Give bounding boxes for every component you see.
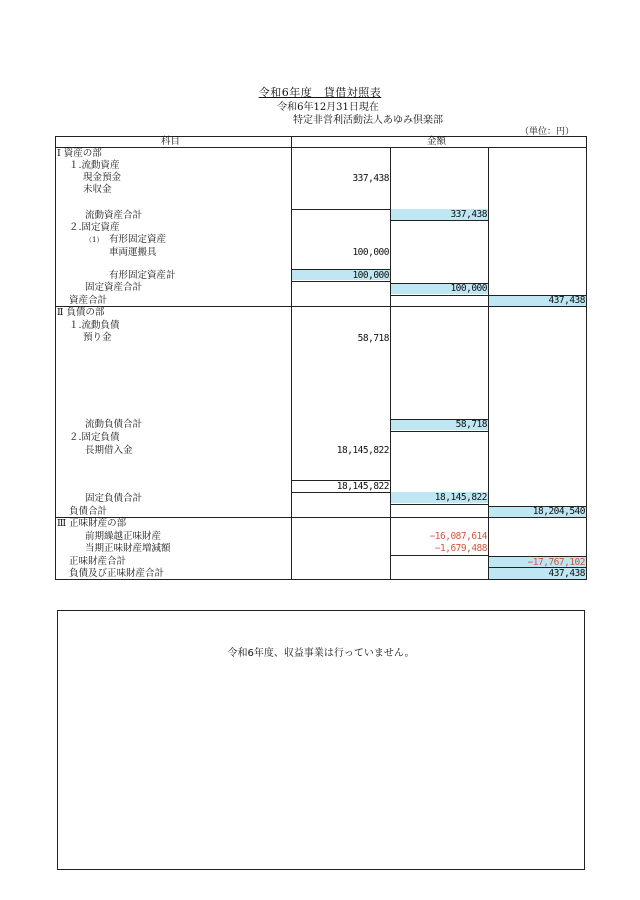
value-current-assets-total: 337,438	[450, 209, 487, 220]
value-liab-total: 18,204,540	[532, 506, 585, 517]
balance-sheet-table	[55, 136, 587, 580]
label-prev-equity: 前期繰越正味財産	[85, 531, 162, 542]
label-liab-total: 負債合計	[69, 506, 108, 517]
label-equity-change: 当期正味財産増減額	[85, 543, 171, 554]
value-prev-equity: −16,087,614	[429, 531, 487, 542]
value-cash: 337,438	[352, 173, 389, 184]
label-equity-head: Ⅲ 正味財産の部	[57, 518, 127, 529]
label-assets-total: 資産合計	[69, 295, 108, 306]
label-fixed-liab: ２.固定負債	[69, 432, 120, 443]
value-equity-total: −17,767,102	[527, 557, 585, 568]
note-box	[57, 610, 585, 870]
table-grid	[55, 136, 587, 580]
value-deposits: 58,718	[357, 333, 389, 344]
value-tangible-total: 100,000	[352, 270, 389, 281]
label-deposits: 預り金	[83, 332, 112, 343]
label-tangible-total: 有形固定資産計	[109, 270, 176, 281]
label-tangible: 有形固定資産	[109, 234, 167, 245]
unit-label: （単位：円）	[520, 127, 575, 137]
value-liab-equity-total: 437,438	[548, 568, 585, 579]
label-long-loans: 長期借入金	[85, 445, 133, 456]
label-fixed-assets-total: 固定資産合計	[85, 282, 143, 293]
value-current-liab-total: 58,718	[455, 419, 487, 430]
value-equity-change: −1,679,488	[434, 543, 487, 554]
label-current-liab-total: 流動負債合計	[85, 419, 143, 430]
label-liab-head: Ⅱ 負債の部	[57, 307, 105, 318]
col-header-amount: 金額	[427, 136, 447, 147]
document-title: 令和6年度 貸借対照表	[258, 86, 382, 99]
label-liab-equity-total: 負債及び正味財産合計	[69, 568, 165, 579]
as-of-date: 令和6年12月31日現在	[277, 102, 379, 113]
col-header-item: 科目	[161, 136, 181, 147]
value-long-loans: 18,145,822	[336, 445, 389, 456]
label-vehicles: 車両運搬具	[109, 247, 157, 258]
value-assets-total: 437,438	[548, 295, 585, 306]
value-fixed-assets-total: 100,000	[450, 283, 487, 294]
value-long-loans-sub: 18,145,822	[336, 481, 389, 492]
label-receivables: 未収金	[83, 184, 112, 195]
label-fixed-assets: ２.固定資産	[69, 222, 120, 233]
value-fixed-liab-total: 18,145,822	[434, 492, 487, 503]
label-current-assets: １.流動資産	[69, 160, 120, 171]
label-cash: 現金預金	[83, 172, 122, 183]
label-fixed-liab-total: 固定負債合計	[85, 493, 143, 504]
organization-name: 特定非営利活動法人あゆみ倶楽部	[293, 115, 443, 126]
label-assets-head: Ⅰ 資産の部	[57, 148, 102, 159]
label-equity-total: 正味財産合計	[69, 556, 127, 567]
label-current-liab: １.流動負債	[69, 320, 120, 331]
label-tangible-no: （1）	[85, 236, 104, 244]
value-vehicles: 100,000	[352, 247, 389, 258]
label-current-assets-total: 流動資産合計	[85, 210, 143, 221]
note-text: 令和6年度、収益事業は行っていません。	[227, 648, 415, 659]
